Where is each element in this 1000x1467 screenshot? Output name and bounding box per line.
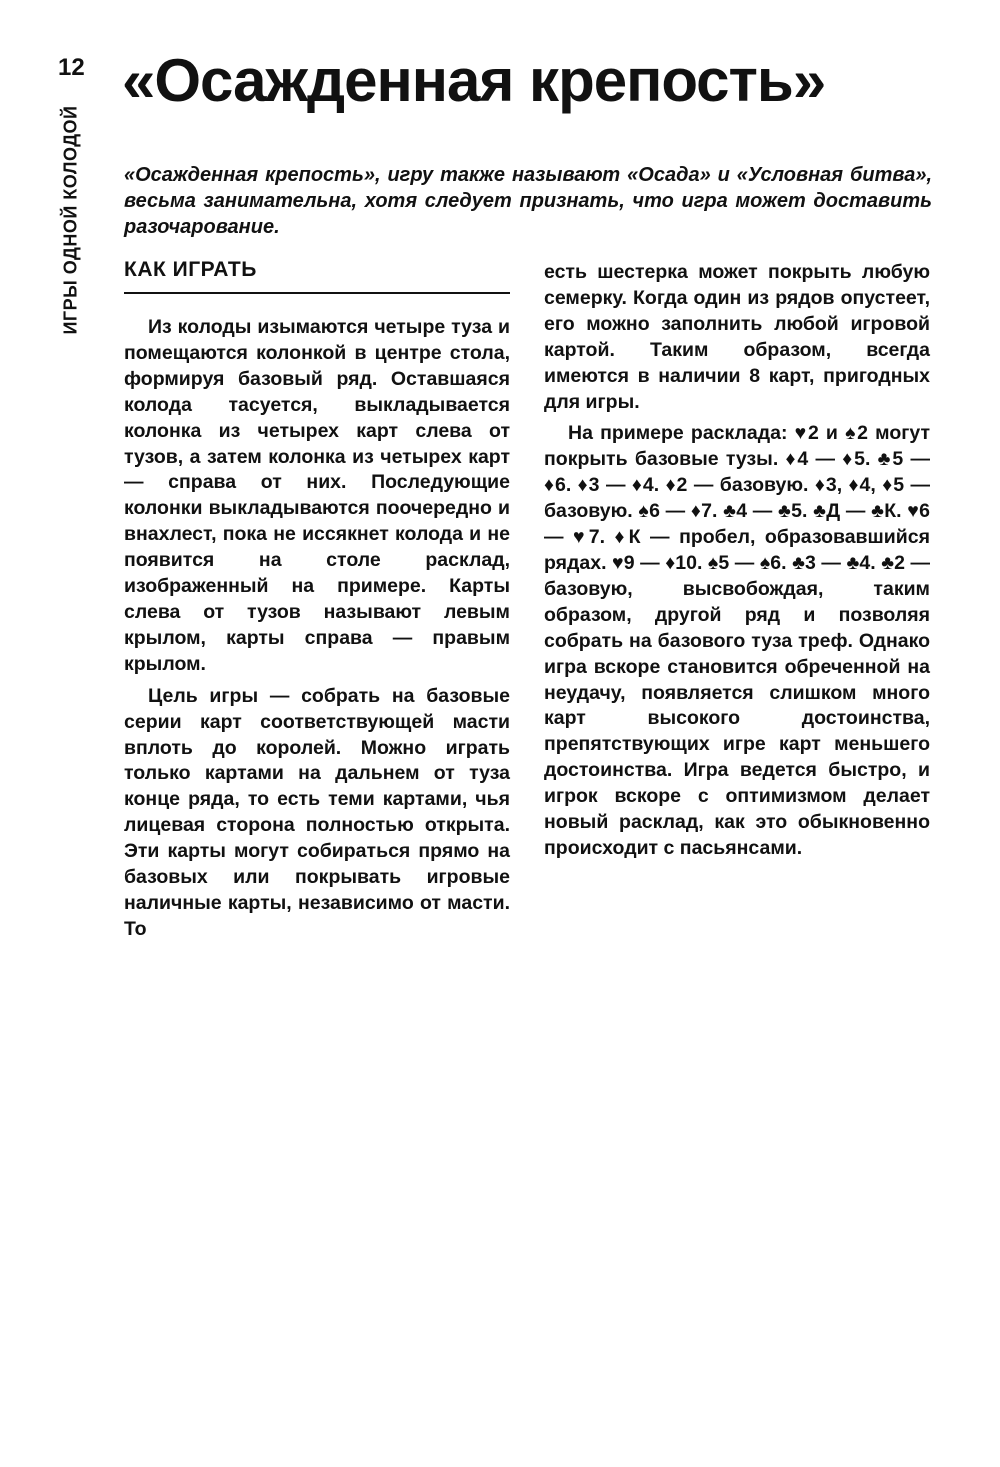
running-head: ИГРЫ ОДНОЙ КОЛОДОЙ [60,105,81,335]
left-column [124,315,510,949]
page-title: «Осажденная крепость» [122,47,826,114]
page-number: 12 [58,54,85,81]
left-paragraph-2: Цель игры — собрать на базовые серии карт соответствующей масти вплоть до королей. Можно играть только картами на дальнем от туза конце ряда, то есть теми картами, чья лицевая сторона полностью открыта. Эти карты могут собираться прямо на базовых или покрывать игровые наличные карты, независимо от масти. То [124,684,510,940]
left-paragraph-1: Из колоды изымаются четыре туза и помещаются колонкой в центре стола, формируя базовый ряд. Оставшаяся колода тасуется, выкладывается колонка из четырех карт слева от тузов, а затем колонка из четырех карт — справа от них. Последующие колонки выкладываются поочередно и внахлест, пока не иссякнет колода и не появится на столе расклад, изображенный на примере. Карты слева от тузов называют левым крылом, карты справа — правым крылом. [124,316,510,675]
section-heading: КАК ИГРАТЬ [124,258,510,294]
right-column [544,260,930,868]
right-paragraph-1: есть шестерка может покрыть любую семерку. Когда один из рядов опустеет, его можно заполнить любой игровой картой. Таким образом, всегда имеются в наличии 8 карт, пригодных для игры. [544,261,930,413]
right-paragraph-2: На примере расклада: ♥2 и ♠2 могут покрыть базовые тузы. ♦4 — ♦5. ♣5 — ♦6. ♦3 — ♦4. ♦2 — базовую. ♦3, ♦4, ♦5 — базовую. ♠6 — ♦7. ♣4 — ♣5. ♣Д — ♣К. ♥6 — ♥7. ♦К — пробел, образовавшийся рядах. ♥9 — ♦10. ♠5 — ♠6. ♣3 — ♣4. ♣2 — базовую, высвобождая, таким образом, другой ряд и позволяя собрать на базового туза треф. Однако игра вскоре становится обреченной на неудачу, появляется слишком много карт высокого достоинства, препятствующих игре карт меньшего достоинства. Игра ведется быстро, и игрок вскоре с оптимизмом делает новый расклад, как это обыкновенно происходит с пасьянсами. [544,422,930,859]
lead-paragraph: «Осажденная крепость», игру также называют «Осада» и «Условная битва», весьма занимательна, хотя следует признать, что игра может доставить разочарование. [124,164,932,238]
